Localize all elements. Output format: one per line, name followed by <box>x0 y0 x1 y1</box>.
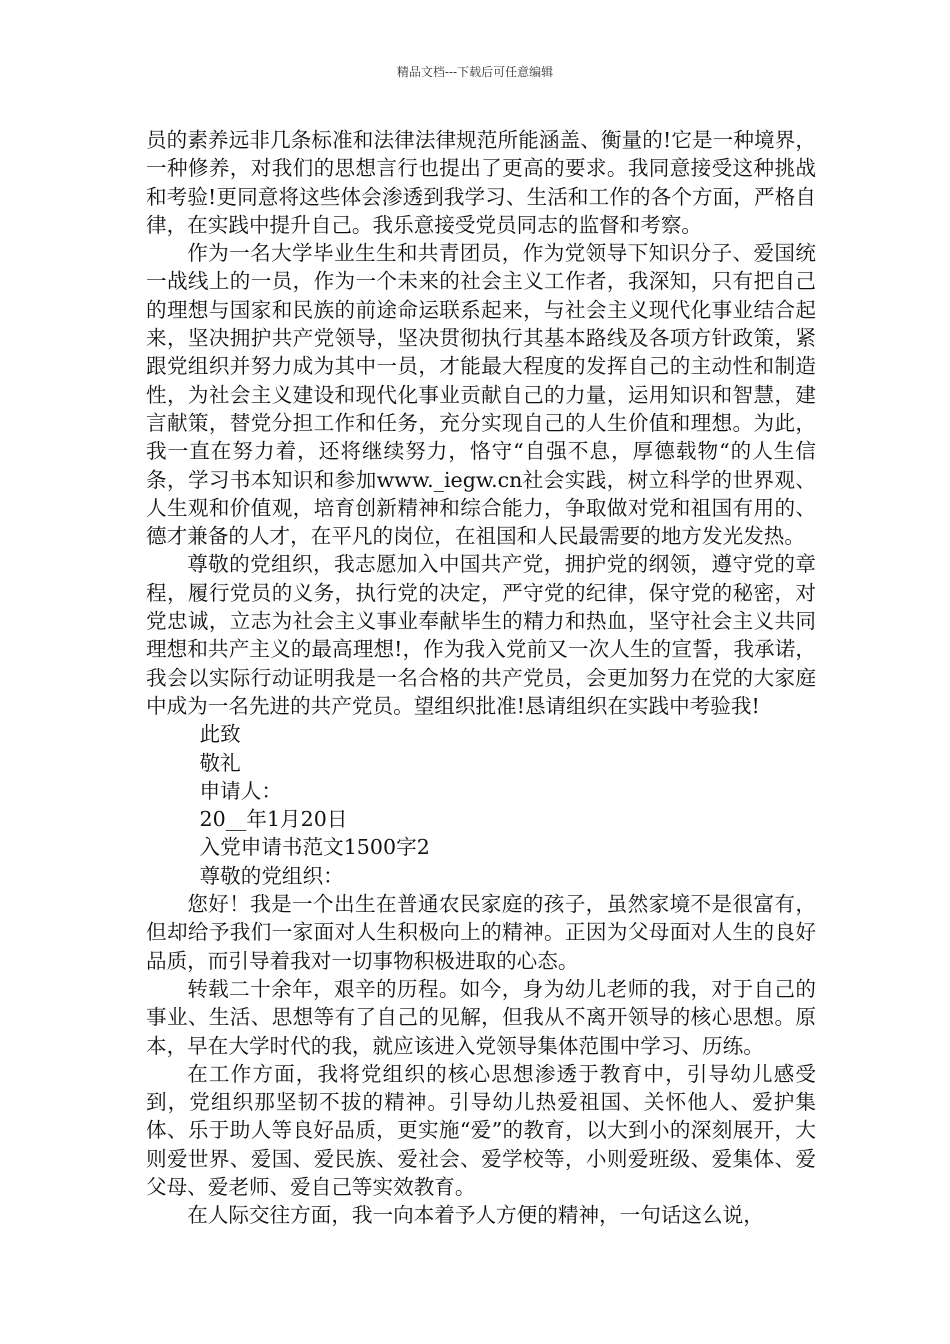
sample-title: 入党申请书范文1500字2 <box>199 835 430 860</box>
applicant-line: 申请人： <box>199 778 282 803</box>
paragraph-student: 作为一名大学毕业生生和共青团员，作为党领导下知识分子、爱国统一战线上的一员，作为一个未来的社会主义工作者，我深知，只有把自己的理想与国家和民族的前途命运联系起来，与社会主义现代化事业结合起来，坚决拥护共产党领导，坚决贯彻执行其基本路线及各项方针政策，紧跟党组织并努力成为其中一员，才能最大程度的发挥自己的主动性和制造性，为社会主义建设和现代化事业贡献自己的力量，运用知识和智慧，建言献策，替党分担工作和任务，充分实现自己的人生价值和理想。为此，我一直在努力着，还将继续努力，恪守“自强不息，厚德载物“的人生信条，学习书本知识和参加www._iegw.cn社会实践，树立科学的世界观、人生观和价值观，培育创新精神和综合能力，争取做对党和祖国有用的、德才兼备的人才，在平凡的岗位，在祖国和人民最需要的地方发光发热。 <box>146 241 816 549</box>
paragraph-years: 转载二十余年，艰辛的历程。如今，身为幼儿老师的我，对于自己的事业、生活、思想等有了自己的见解，但我从不离开领导的核心思想。原本，早在大学时代的我，就应该进入党领导集体范围中学习、历练。 <box>146 976 816 1058</box>
document-body <box>146 126 816 1230</box>
paragraph-intro: 员的素养远非几条标准和法律法律规范所能涵盖、衡量的!它是一种境界，一种修养，对我们的思想言行也提出了更高的要求。我同意接受这种挑战和考验!更同意将这些体会渗透到我学习、生活和工作的各个方面，严格自律，在实践中提升自己。我乐意接受党员同志的监督和考察。 <box>146 128 816 237</box>
paragraph-pledge: 尊敬的党组织，我志愿加入中国共产党，拥护党的纲领，遵守党的章程，履行党员的义务，执行党的决定，严守党的纪律，保守党的秘密，对党忠诚，立志为社会主义事业奉献毕生的精力和热血，坚守社会主义共同理想和共产主义的最高理想!，作为我入党前又一次人生的宣誓，我承诺，我会以实际行动证明我是一名合格的共产党员，会更加努力在党的大家庭中成为一名先进的共产党员。望组织批准!恳请组织在实践中考验我! <box>146 552 816 718</box>
paragraph-work: 在工作方面，我将党组织的核心思想渗透于教育中，引导幼儿感受到，党组织那坚韧不拔的精神。引导幼儿热爱祖国、关怀他人、爱护集体、乐于助人等良好品质，更实施“爱”的教育，以大到小的深刻展开，大则爱世界、爱国、爱民族、爱社会、爱学校等，小则爱班级、爱集体、爱父母、爱老师、爱自己等实效教育。 <box>146 1061 816 1199</box>
page-header: 精品文档---下载后可任意编辑 <box>396 65 554 79</box>
paragraph-people: 在人际交往方面，我一向本着予人方便的精神，一句话这么说， <box>187 1203 764 1228</box>
paragraph-greeting: 您好！我是一个出生在普通农民家庭的孩子，虽然家境不是很富有，但却给予我们一家面对人生积极向上的精神。正因为父母面对人生的良好品质，而引导着我对一切事物积极进取的心态。 <box>146 892 816 973</box>
date-line: 20__年1月20日 <box>199 807 348 832</box>
closing-line-2: 敬礼 <box>199 750 241 775</box>
salutation-line: 尊敬的党组织： <box>199 863 344 888</box>
closing-line-1: 此致 <box>199 722 241 747</box>
